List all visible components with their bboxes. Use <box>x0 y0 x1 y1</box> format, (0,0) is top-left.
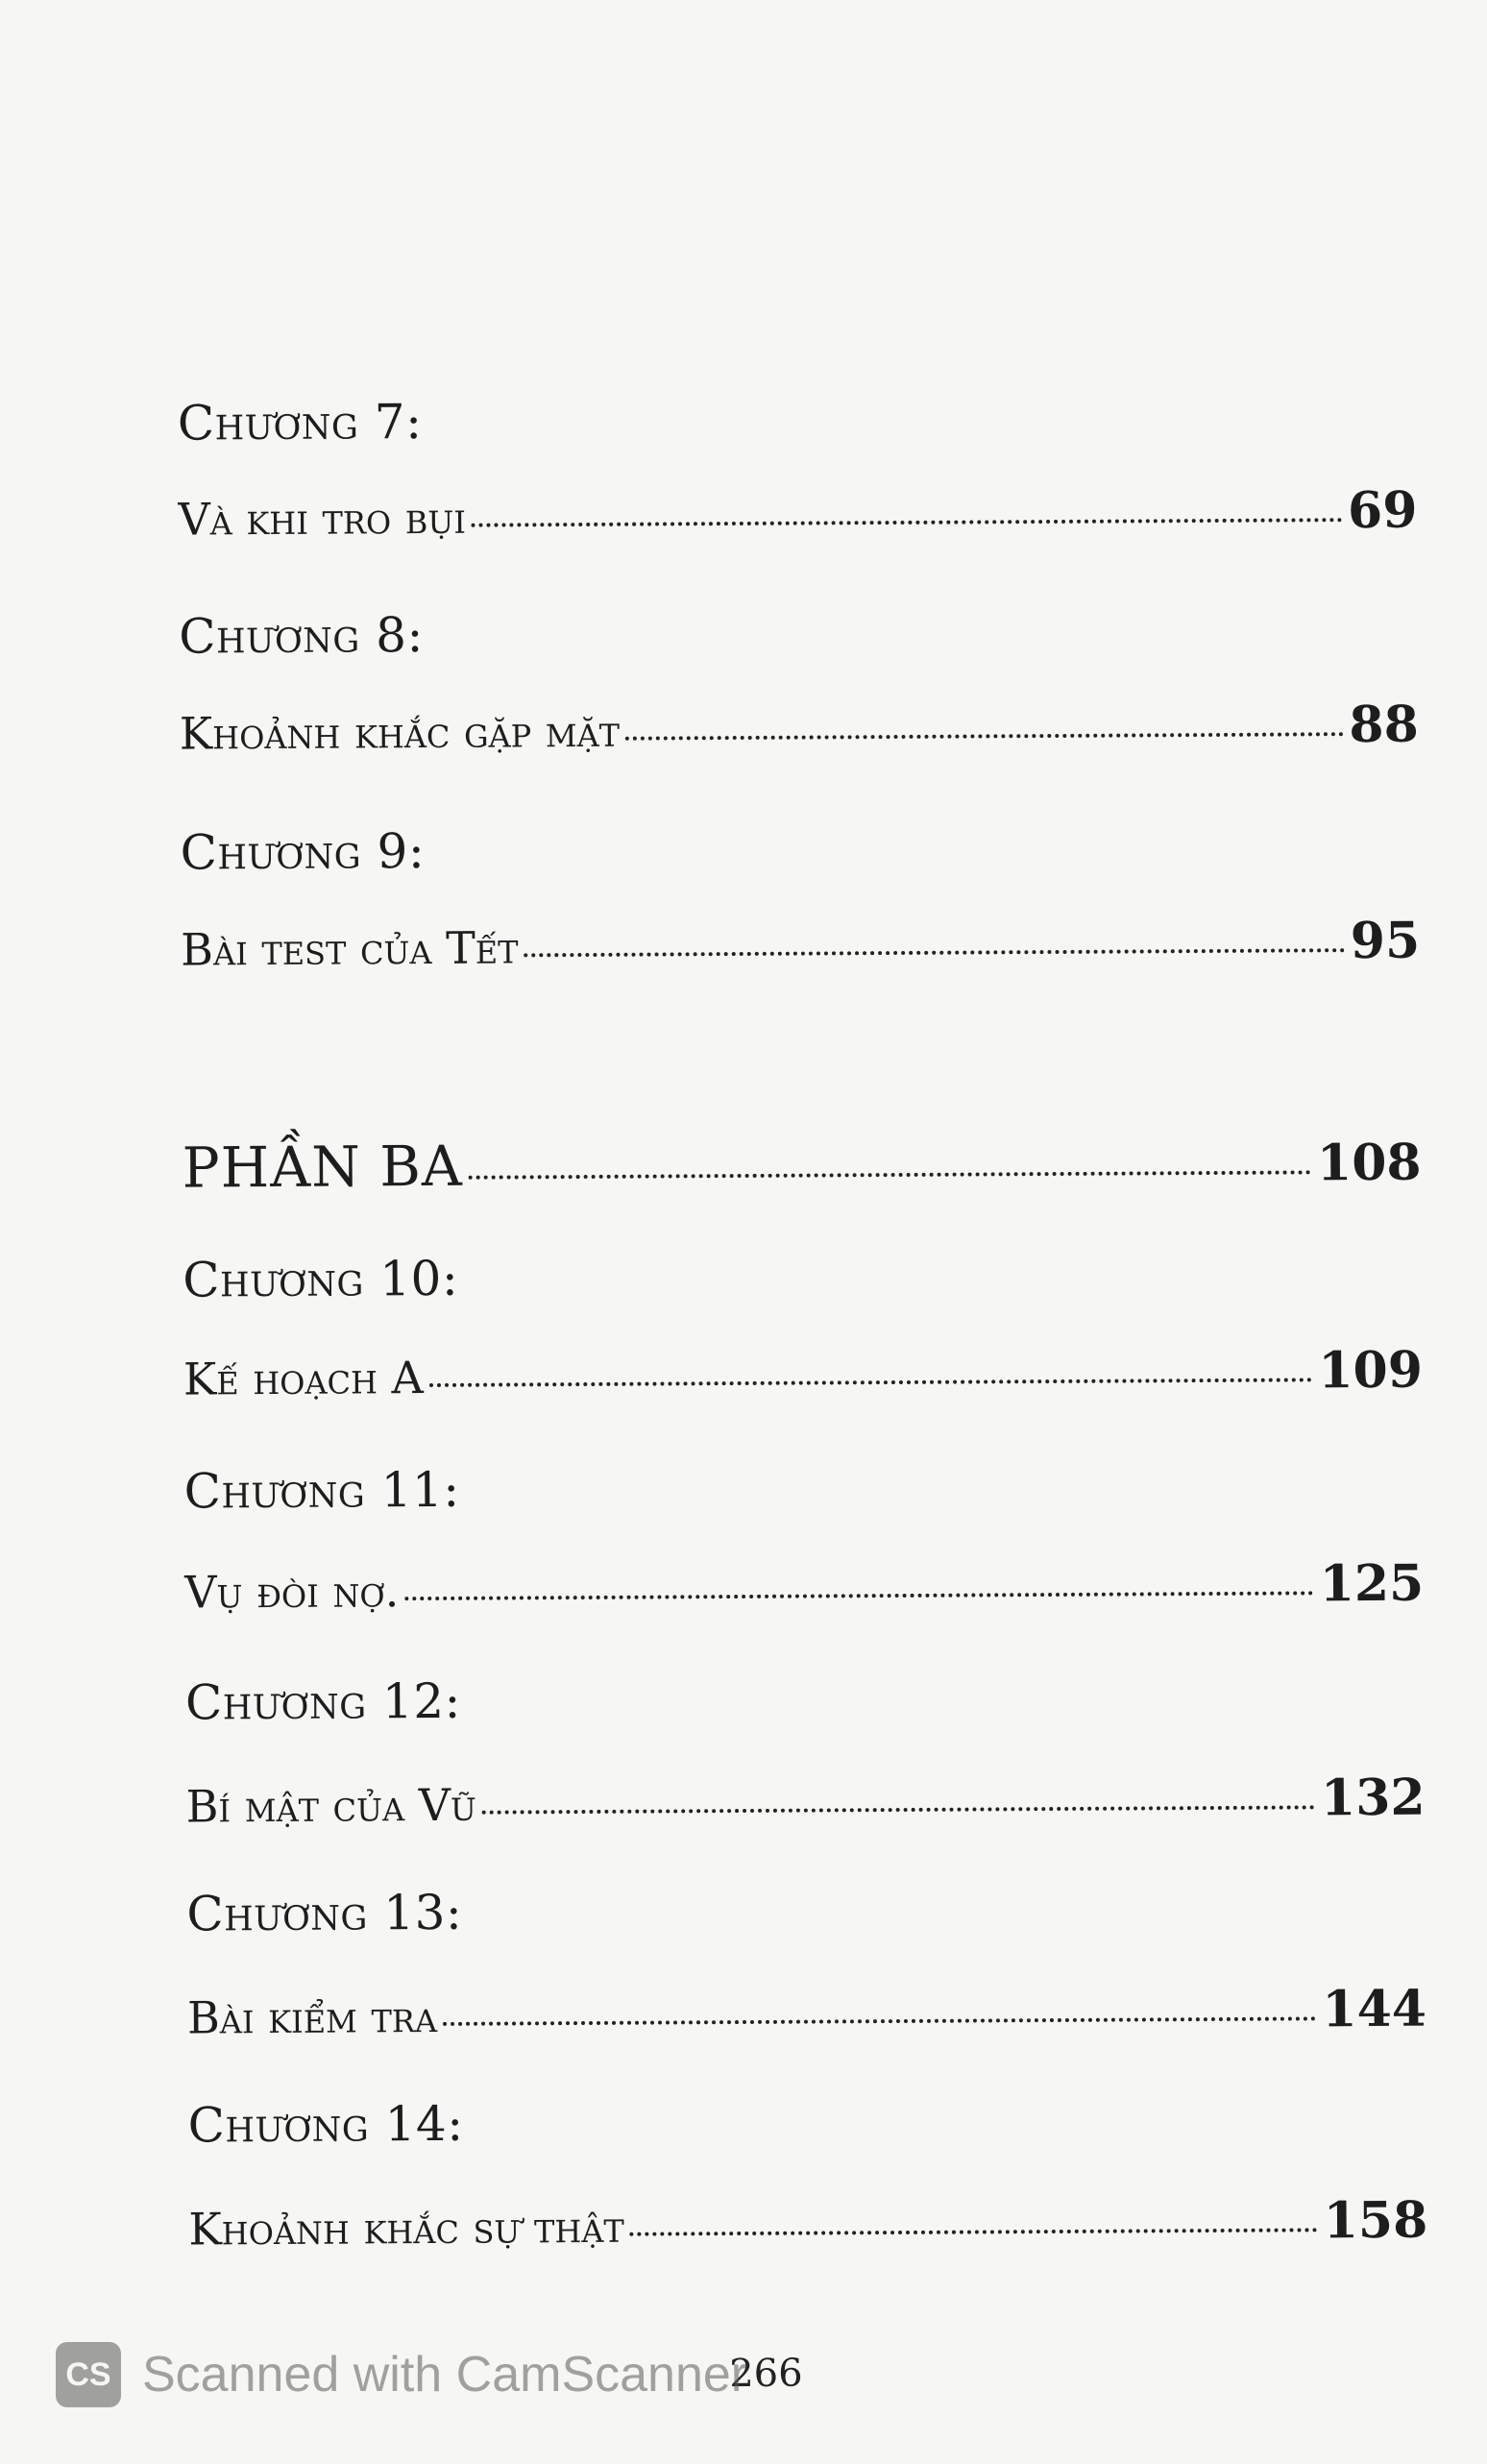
dot-leader <box>472 518 1342 527</box>
chapter-heading: Chương 10: <box>183 1250 459 1308</box>
entry-page-number: 144 <box>1322 1979 1427 2039</box>
entry-page-number: 88 <box>1349 695 1419 755</box>
dot-leader <box>482 1805 1315 1814</box>
toc-entry[interactable] <box>183 1341 1423 1407</box>
page-number: 266 <box>729 2351 803 2397</box>
entry-page-number: 109 <box>1318 1340 1424 1401</box>
part-title: PHẦN BA <box>182 1133 463 1201</box>
dot-leader <box>404 1591 1313 1600</box>
entry-page-number: 125 <box>1319 1553 1425 1614</box>
entry-title: Bài kiểm tra <box>186 1989 438 2044</box>
toc-entry[interactable] <box>187 1980 1426 2046</box>
entry-page-number: 132 <box>1320 1768 1426 1828</box>
toc-entry[interactable] <box>184 1554 1424 1621</box>
chapter-heading: Chương 11: <box>183 1461 460 1520</box>
chapter-heading: Chương 9: <box>180 823 426 881</box>
dot-leader <box>630 2228 1318 2235</box>
dot-leader <box>625 732 1343 741</box>
entry-title: Khoảnh khắc gặp mặt <box>179 704 621 760</box>
part-page-number: 108 <box>1316 1133 1422 1193</box>
watermark-text: Scanned with CamScanner <box>142 2347 748 2403</box>
camscanner-logo-icon: CS <box>56 2342 121 2407</box>
chapter-heading: Chương 14: <box>187 2095 464 2154</box>
toc-entry[interactable] <box>180 695 1419 762</box>
entry-title: Vụ đòi nợ. <box>184 1565 400 1619</box>
scanner-watermark <box>56 2342 747 2407</box>
entry-title: Kế hoạch A <box>183 1352 424 1405</box>
toc-entry[interactable] <box>185 1769 1425 1835</box>
chapter-heading: Chương 13: <box>186 1884 463 1942</box>
chapter-heading: Chương 7: <box>177 394 423 451</box>
dot-leader <box>469 1170 1311 1179</box>
entry-page-number: 95 <box>1350 911 1421 971</box>
entry-page-number: 69 <box>1347 480 1418 541</box>
chapter-heading: Chương 8: <box>179 607 424 665</box>
part-entry[interactable] <box>182 1128 1421 1201</box>
dot-leader <box>443 2016 1316 2026</box>
entry-title: Bài test của Tết <box>181 921 519 976</box>
entry-title: Bí mật của Vũ <box>185 1778 477 1833</box>
entry-title: Khoảnh khắc sự thật <box>188 2200 624 2256</box>
entry-page-number: 158 <box>1323 2190 1428 2251</box>
dot-leader <box>429 1378 1313 1387</box>
chapter-heading: Chương 12: <box>184 1672 462 1731</box>
toc-entry[interactable] <box>188 2191 1427 2257</box>
table-of-contents <box>175 0 1428 2256</box>
dot-leader <box>524 948 1345 957</box>
toc-entry[interactable] <box>181 912 1420 978</box>
toc-entry[interactable] <box>178 481 1417 548</box>
entry-title: Và khi tro bụi <box>178 491 467 546</box>
